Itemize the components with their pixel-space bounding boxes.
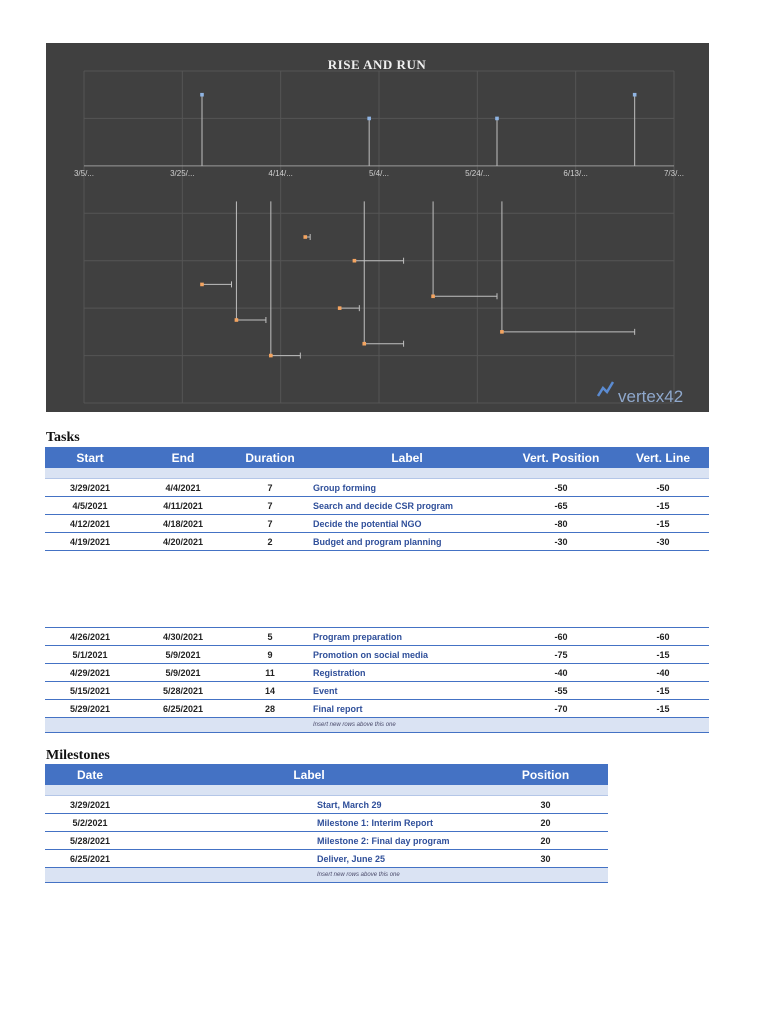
task-cell: 7: [231, 515, 309, 533]
milestone-position-cell: 20: [483, 832, 608, 850]
task-cell: 5/28/2021: [135, 682, 231, 700]
task-row: [45, 497, 709, 515]
milestones-header-cell: Position: [483, 764, 608, 785]
milestones-header-cell: Label: [135, 764, 483, 785]
task-cell: 5/15/2021: [45, 682, 135, 700]
milestones-footer-note: Insert new rows above this one: [313, 868, 608, 883]
milestone-point: [367, 117, 371, 121]
x-tick-label: 6/13/...: [563, 168, 588, 178]
milestone-date-cell: 5/2/2021: [45, 814, 135, 832]
milestone-position-cell: 20: [483, 814, 608, 832]
task-cell: 11: [231, 664, 309, 682]
task-label-cell: Budget and program planning: [309, 533, 505, 551]
task-cell: 28: [231, 700, 309, 718]
task-point: [362, 342, 366, 346]
tasks-header-cell: End: [135, 447, 231, 468]
milestone-date-cell: 5/28/2021: [45, 832, 135, 850]
task-cell: 6/25/2021: [135, 700, 231, 718]
task-point: [235, 318, 239, 322]
milestones-footer-row: [45, 868, 608, 883]
task-point: [338, 306, 342, 310]
task-cell: -65: [505, 497, 617, 515]
task-cell: -15: [617, 497, 709, 515]
task-label-cell: Group forming: [309, 479, 505, 497]
tasks-header-cell: Duration: [231, 447, 309, 468]
task-cell: 2: [231, 533, 309, 551]
task-cell: 5/9/2021: [135, 664, 231, 682]
milestones-title: Milestones: [46, 748, 110, 763]
task-label-cell: Program preparation: [309, 628, 505, 646]
task-label-cell: Search and decide CSR program: [309, 497, 505, 515]
task-cell: -15: [617, 700, 709, 718]
milestone-point: [200, 93, 204, 97]
task-row: [45, 533, 709, 551]
task-point: [353, 259, 357, 263]
task-cell: 14: [231, 682, 309, 700]
milestone-row: [45, 796, 608, 814]
task-cell: 4/30/2021: [135, 628, 231, 646]
task-row: [45, 700, 709, 718]
task-cell: -40: [617, 664, 709, 682]
chart-canvas: [46, 43, 709, 412]
x-tick-label: 3/25/...: [170, 168, 195, 178]
task-cell: -60: [505, 628, 617, 646]
task-row: [45, 479, 709, 497]
milestone-point: [495, 117, 499, 121]
x-tick-label: 5/24/...: [465, 168, 490, 178]
task-cell: 7: [231, 497, 309, 515]
task-cell: 4/11/2021: [135, 497, 231, 515]
task-row: [45, 628, 709, 646]
task-cell: 4/29/2021: [45, 664, 135, 682]
x-tick-label: 4/14/...: [268, 168, 293, 178]
watermark: [598, 382, 683, 406]
tasks-table: [45, 447, 709, 551]
tasks-table-continued: [45, 627, 709, 733]
task-cell: 4/5/2021: [45, 497, 135, 515]
tasks-title: Tasks: [46, 430, 80, 445]
task-cell: -80: [505, 515, 617, 533]
milestone-label-cell: Milestone 2: Final day program: [313, 832, 483, 850]
x-tick-label: 3/5/...: [73, 168, 95, 178]
task-cell: 5/9/2021: [135, 646, 231, 664]
task-cell: -30: [505, 533, 617, 551]
task-label-cell: Decide the potential NGO: [309, 515, 505, 533]
tasks-header-cell: Vert. Position: [505, 447, 617, 468]
task-row: [45, 646, 709, 664]
task-cell: 4/18/2021: [135, 515, 231, 533]
task-cell: 3/29/2021: [45, 479, 135, 497]
x-tick-label: 7/3/...: [663, 168, 685, 178]
x-tick-label: 5/4/...: [368, 168, 390, 178]
watermark-text: vertex42: [618, 387, 684, 406]
task-point: [500, 330, 504, 334]
milestone-row: [45, 832, 608, 850]
task-label-cell: Registration: [309, 664, 505, 682]
task-cell: -30: [617, 533, 709, 551]
task-cell: -15: [617, 682, 709, 700]
task-row: [45, 664, 709, 682]
task-cell: -15: [617, 646, 709, 664]
task-label-cell: Event: [309, 682, 505, 700]
task-cell: 4/19/2021: [45, 533, 135, 551]
task-cell: -15: [617, 515, 709, 533]
task-cell: 7: [231, 479, 309, 497]
tasks-header-cell: Vert. Line: [617, 447, 709, 468]
task-cell: -55: [505, 682, 617, 700]
milestone-label-cell: Start, March 29: [313, 796, 483, 814]
task-cell: 4/20/2021: [135, 533, 231, 551]
task-cell: 5/29/2021: [45, 700, 135, 718]
task-cell: 4/26/2021: [45, 628, 135, 646]
milestone-date-cell: 6/25/2021: [45, 850, 135, 868]
milestone-row: [45, 850, 608, 868]
milestone-row: [45, 814, 608, 832]
task-cell: 9: [231, 646, 309, 664]
task-row: [45, 682, 709, 700]
task-cell: -60: [617, 628, 709, 646]
tasks-footer-row: [45, 718, 709, 733]
milestones-table: [45, 764, 608, 883]
task-cell: 4/12/2021: [45, 515, 135, 533]
task-cell: 5/1/2021: [45, 646, 135, 664]
task-cell: 5: [231, 628, 309, 646]
milestone-date-cell: 3/29/2021: [45, 796, 135, 814]
timeline-chart: [46, 43, 709, 412]
tasks-header-cell: Label: [309, 447, 505, 468]
task-label-cell: Promotion on social media: [309, 646, 505, 664]
task-cell: -50: [617, 479, 709, 497]
task-label-cell: Final report: [309, 700, 505, 718]
milestone-position-cell: 30: [483, 796, 608, 814]
task-cell: 4/4/2021: [135, 479, 231, 497]
task-cell: -70: [505, 700, 617, 718]
task-point: [200, 283, 204, 287]
task-cell: -50: [505, 479, 617, 497]
task-point: [269, 354, 273, 358]
tasks-footer-note: Insert new rows above this one: [309, 718, 709, 733]
milestone-point: [633, 93, 637, 97]
task-row: [45, 515, 709, 533]
task-cell: -40: [505, 664, 617, 682]
task-cell: -75: [505, 646, 617, 664]
task-point: [303, 235, 307, 239]
tasks-header-cell: Start: [45, 447, 135, 468]
milestones-header-cell: Date: [45, 764, 135, 785]
chart-title: RISE AND RUN: [327, 57, 427, 72]
milestone-label-cell: Milestone 1: Interim Report: [313, 814, 483, 832]
milestone-label-cell: Deliver, June 25: [313, 850, 483, 868]
task-point: [431, 294, 435, 298]
milestone-position-cell: 30: [483, 850, 608, 868]
